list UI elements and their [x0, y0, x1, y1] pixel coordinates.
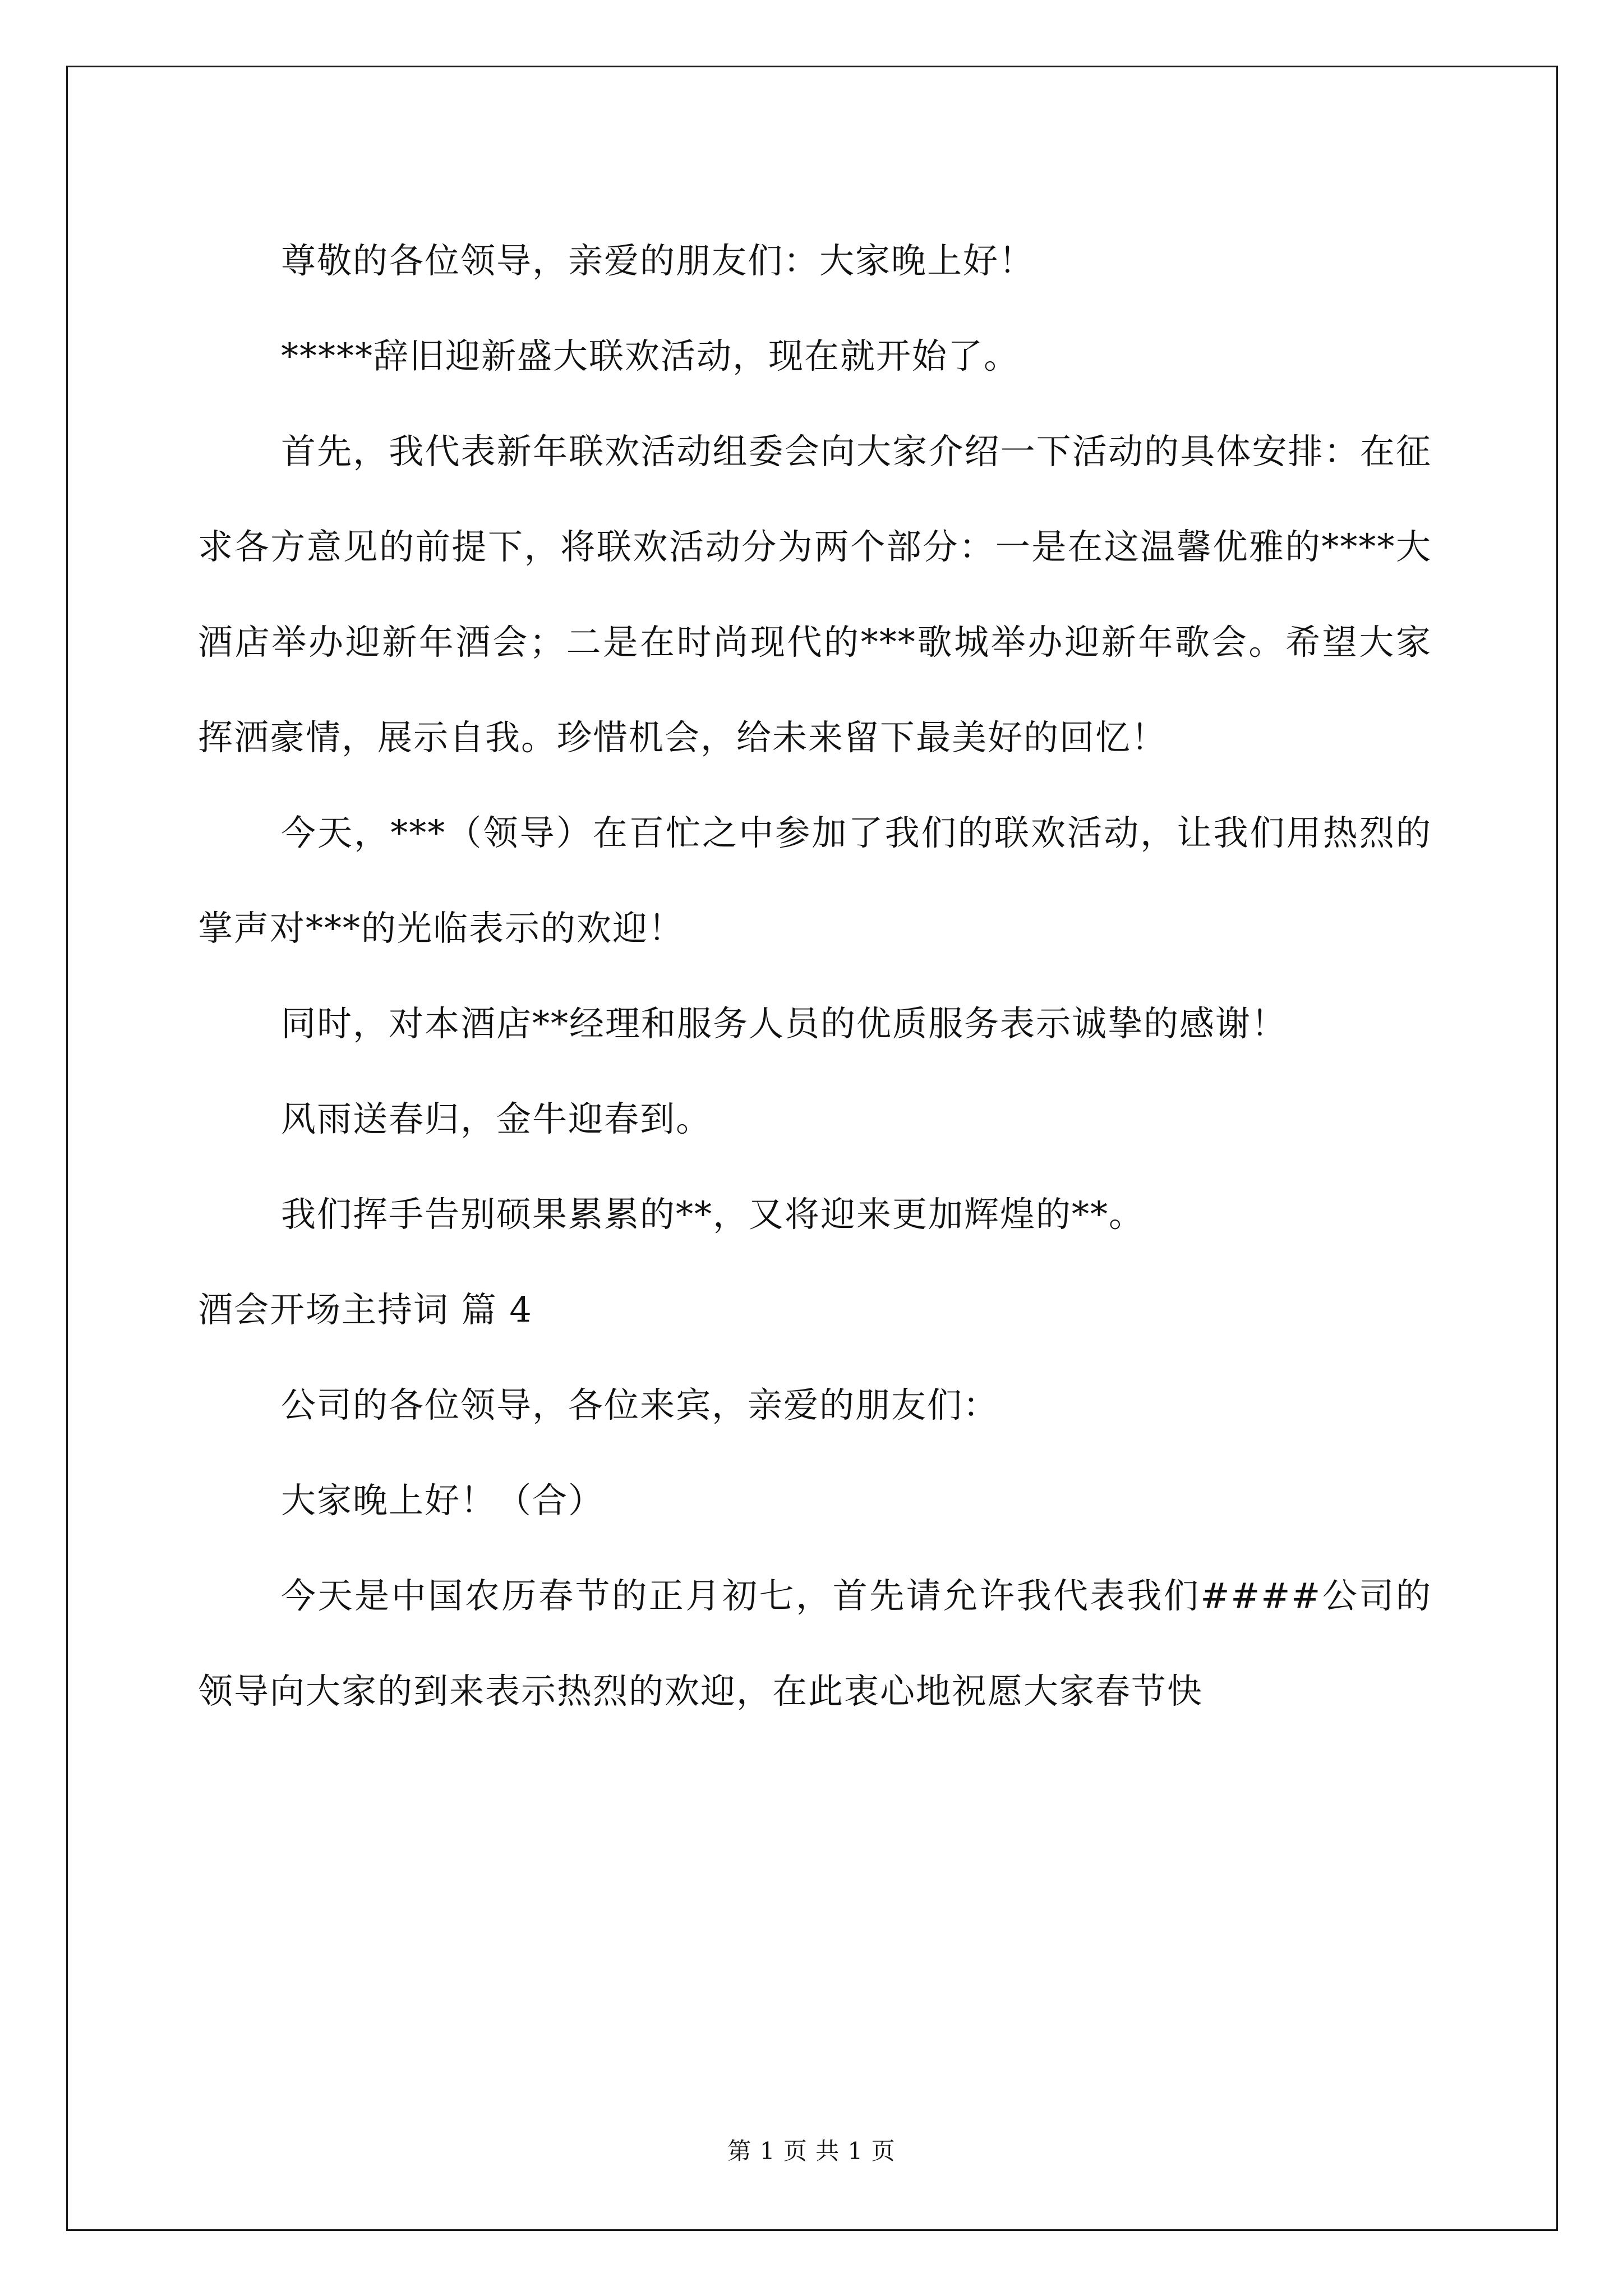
document-body: [198, 213, 1432, 1739]
paragraph-farewell: 我们挥手告别硕果累累的**，又将迎来更加辉煌的**。: [281, 1194, 1145, 1235]
paragraph-greeting: 尊敬的各位领导，亲爱的朋友们：大家晚上好！: [281, 240, 1035, 281]
paragraph-address: 公司的各位领导，各位来宾，亲爱的朋友们：: [281, 1384, 999, 1425]
paragraph-spring: 风雨送春归，金牛迎春到。: [281, 1098, 712, 1139]
paragraph-festival: 今天是中国农历春节的正月初七，首先请允许我代表我们####公司的领导向大家的到来表示热烈的欢迎，在此衷心地祝愿大家春节快: [198, 1575, 1432, 1711]
paragraph-good-evening: 大家晚上好！（合）: [281, 1480, 605, 1521]
page-footer: 第 1 页 共 1 页: [727, 2137, 896, 2165]
paragraph-thanks: 同时，对本酒店**经理和服务人员的优质服务表示诚挚的感谢！: [281, 1003, 1288, 1044]
section-heading: 酒会开场主持词 篇 4: [198, 1289, 533, 1330]
paragraph-arrangement: 首先，我代表新年联欢活动组委会向大家介绍一下活动的具体安排：在征求各方意见的前提下，将联欢活动分为两个部分：一是在这温馨优雅的****大酒店举办迎新年酒会；二是在时尚现代的***歌城举办迎新年歌会。希望大家挥洒豪情，展示自我。珍惜机会，给未来留下最美好的回忆！: [198, 431, 1432, 758]
paragraph-opening: *****辞旧迎新盛大联欢活动，现在就开始了。: [281, 335, 1020, 376]
paragraph-leader-welcome: 今天，***（领导）在百忙之中参加了我们的联欢活动，让我们用热烈的掌声对***的光临表示的欢迎！: [198, 812, 1432, 949]
